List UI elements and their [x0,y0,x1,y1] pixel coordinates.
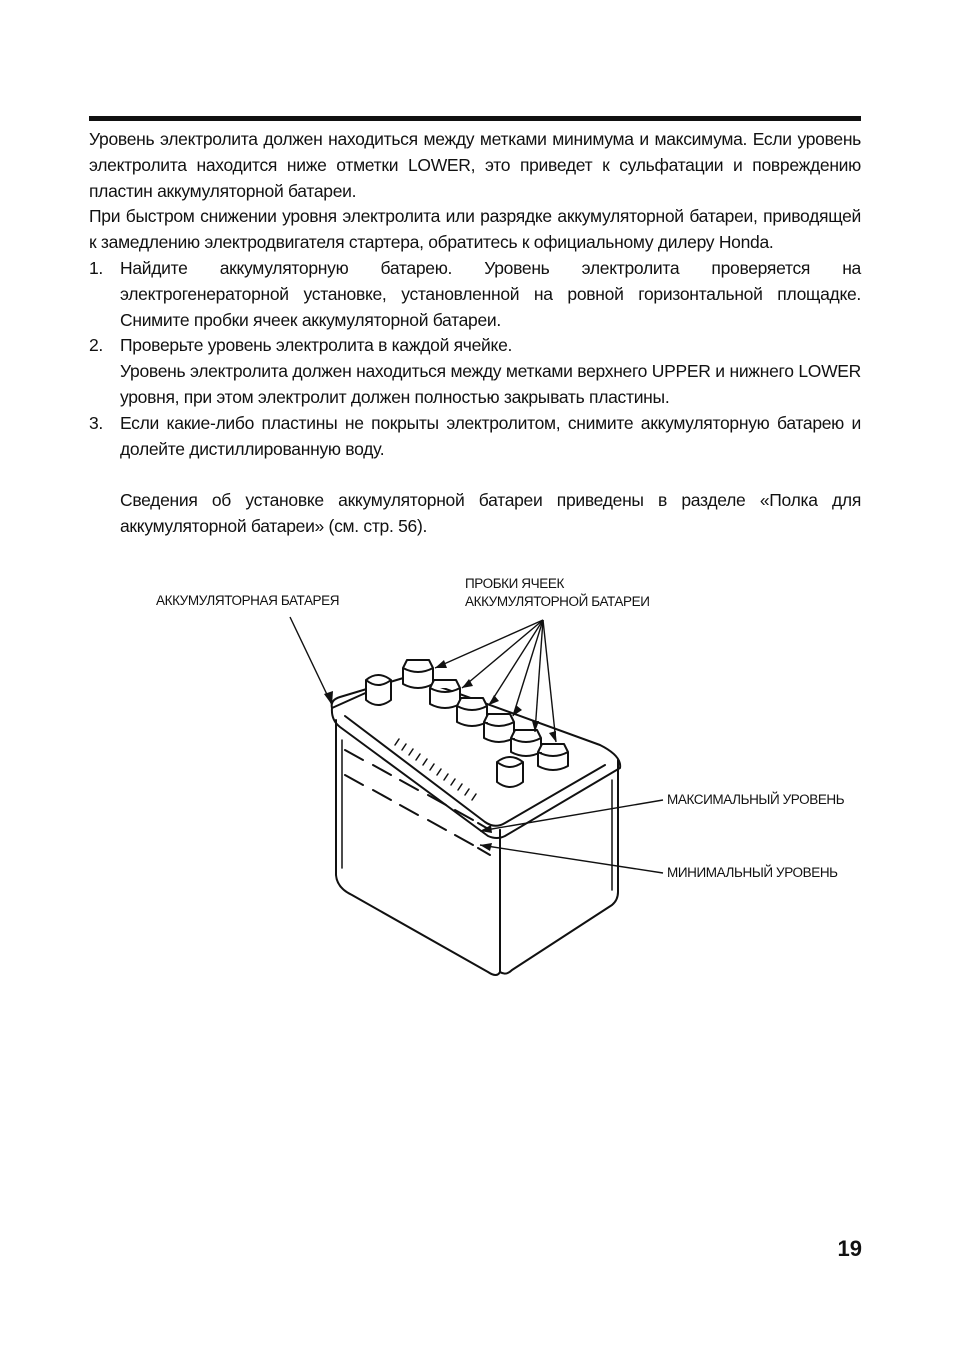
arrow-cap-1 [435,660,447,668]
step-text: Найдите аккумуляторную батарею. Уровень электролита проверяется на электрогенераторной установке, установленной на ровной горизонтальной площадке. Снимите пробки ячеек аккумуляторной батареи. [120,257,861,330]
step-text: Если какие-либо пластины не покрыты электролитом, снимите аккумуляторную батарею и долейте дистиллированную воду. [120,412,861,459]
steps-list [89,256,861,462]
step-text: Уровень электролита должен находиться между метками верхнего UPPER и нижнего LOWER уровня, при этом электролит должен полностью закрывать пластины. [120,361,861,407]
label-max-level: МАКСИМАЛЬНЫЙ УРОВЕНЬ [667,792,845,807]
page-number: 19 [837,1236,862,1261]
battery-figure [0,560,954,1000]
top-rule [89,116,861,121]
min-level-marks [345,775,490,855]
label-cell-caps-line1: ПРОБКИ ЯЧЕЕК [465,576,564,591]
step-number: 2. [89,335,103,356]
step-number: 1. [89,257,103,278]
body-text [89,127,861,540]
paragraph-electrolyte-level: Уровень электролита должен находиться между метками минимума и максимума. Если уровень электролита находится ниже отметки LOWER, это приведет к сульфатации и повреждению пластин аккумуляторной батареи. [89,129,861,201]
arrow-battery [324,691,333,705]
leader-cap-5 [535,620,543,732]
leader-min [480,845,663,873]
leader-cap-4 [513,620,543,716]
step-item [89,411,861,463]
paragraph-dealer-advice: При быстром снижении уровня электролита или разрядке аккумуляторной батареи, приводящей к замедлению электродвигателя стартера, обратитесь к официальному дилеру Honda. [89,206,861,253]
leader-cap-1 [435,620,543,668]
leader-cap-2 [462,620,543,688]
leader-cap-6 [543,620,556,742]
cell-caps [403,660,568,770]
battery-lid-vents [395,739,476,800]
label-battery: АККУМУЛЯТОРНАЯ БАТАРЕЯ [156,593,340,608]
leader-battery [290,617,332,705]
arrow-cap-6 [549,731,556,742]
installation-note: Сведения об установке аккумуляторной батареи приведены в разделе «Полка для аккумуляторной батареи» (см. стр. 56). [120,490,861,537]
arrow-cap-3 [489,695,499,705]
label-cell-caps-line2: АККУМУЛЯТОРНОЙ БАТАРЕИ [465,594,650,609]
step-item [89,333,861,410]
step-item [89,256,861,333]
step-number: 3. [89,412,103,433]
step-text: Проверьте уровень электролита в каждой ячейке. [120,335,513,356]
positive-terminal [497,757,523,787]
battery-illustration [0,560,954,1000]
leader-max [480,800,663,831]
negative-terminal [366,675,391,705]
label-min-level: МИНИМАЛЬНЫЙ УРОВЕНЬ [667,865,838,880]
